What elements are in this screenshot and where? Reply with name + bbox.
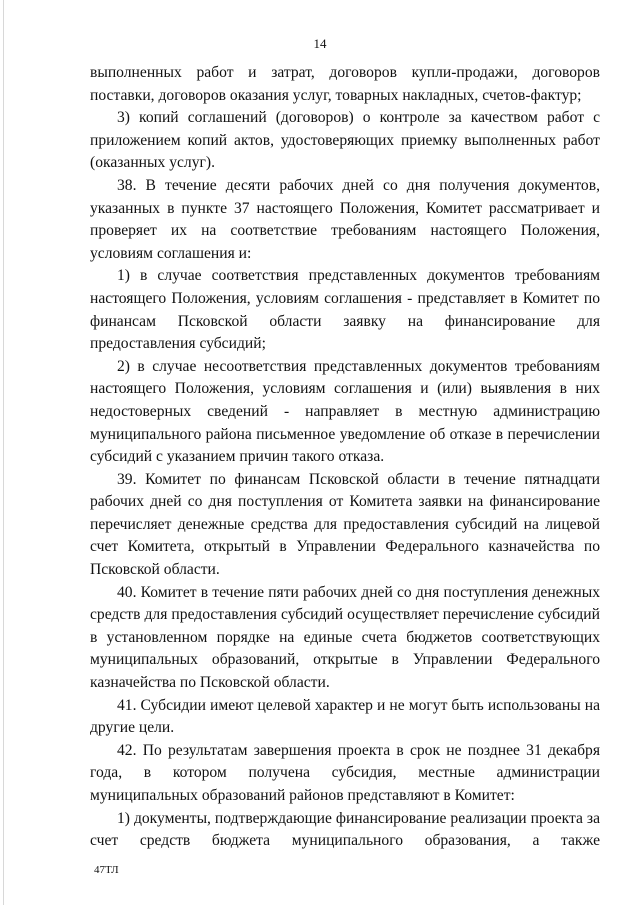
paragraph-38-item-2: 2) в случае несоответствия представленных документов требованиям настоящего Положения, условиям соглашения и (или) выявления в них недостоверных сведений - направляет в местную администрацию муниципального района письменное уведомление об отказе в перечислении субсидий с указанием причин такого отказа. [90, 357, 600, 466]
paragraph-41: 41. Субсидии имеют целевой характер и не могут быть использованы на другие цели. [90, 696, 600, 737]
paragraph-item-3: 3) копий соглашений (договоров) о контроле за качеством работ с приложением копий актов, удостоверяющих приемку выполненных работ (оказанных услуг). [90, 109, 600, 172]
paragraph-38-item-1: 1) в случае соответствия представленных документов требованиям настоящего Положения, условиям соглашения - представляет в Комитет по финансам Псковской области заявку на финансирование для предоставления субсидий; [90, 267, 600, 353]
paragraph-38: 38. В течение десяти рабочих дней со дня получения документов, указанных в пункте 37 настоящего Положения, Комитет рассматривает и проверяет их на соответствие требованиям настоящего Положения, условиям соглашения и: [90, 176, 600, 262]
paragraph-continuation: выполненных работ и затрат, договоров купли-продажи, договоров поставки, договоров оказания услуг, товарных накладных, счетов-фактур; [90, 64, 600, 104]
paragraph-39: 39. Комитет по финансам Псковской области в течение пятнадцати рабочих дней со дня поступления от Комитета заявки на финансирование перечисляет денежные средства для предоставления субсидий на лицевой счет Комитета, открытый в Управлении Федерального казначейства по Псковской области. [90, 470, 600, 579]
footer-document-code: 47ТЛ [94, 864, 119, 876]
page-number: 14 [313, 36, 327, 51]
document-body [90, 62, 600, 853]
paragraph-40: 40. Комитет в течение пяти рабочих дней со дня поступления денежных средств для предоставления субсидий осуществляет перечисление субсидий в установленном порядке на единые счета бюджетов соответствующих муниципальных образований, открытые в Управлении Федерального казначейства по Псковской области. [90, 583, 600, 692]
paragraph-42: 42. По результатам завершения проекта в срок не позднее 31 декабря года, в котором получена субсидия, местные администрации муниципальных образований районов представляют в Комитет: [90, 741, 600, 804]
paragraph-42-item-1: 1) документы, подтверждающие финансирование реализации проекта за счет средств бюджета муниципального образования, а также [90, 809, 600, 850]
